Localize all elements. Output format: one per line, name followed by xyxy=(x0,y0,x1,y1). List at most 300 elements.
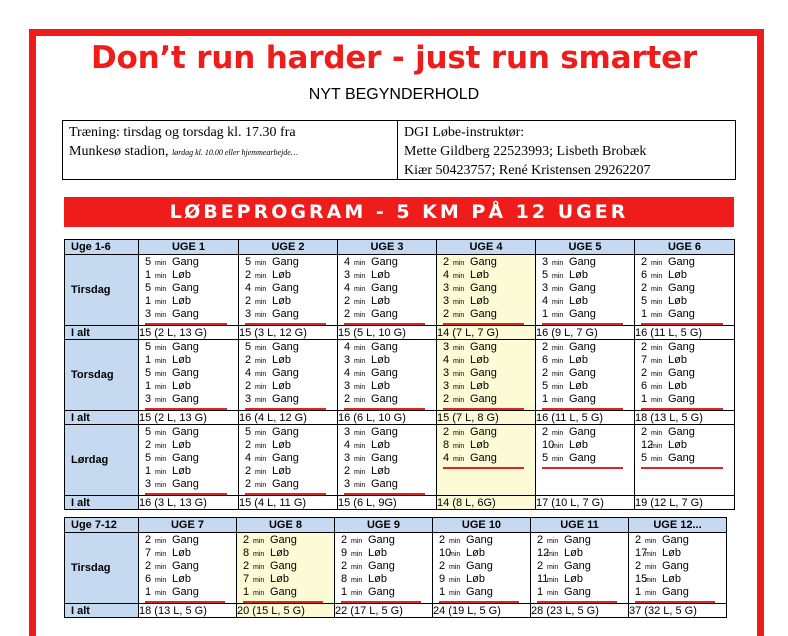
minutes: 7 xyxy=(145,547,152,559)
unit-label: min xyxy=(155,456,167,463)
workout-line xyxy=(243,573,334,586)
workout-cell xyxy=(433,533,531,604)
activity: Gang xyxy=(569,367,596,379)
unit-label: min xyxy=(253,538,265,545)
workout-cell xyxy=(338,255,437,326)
unit-label: min xyxy=(255,286,267,293)
workout-line xyxy=(145,341,238,354)
workout-cell xyxy=(335,533,433,604)
minutes: 3 xyxy=(542,282,549,294)
activity: Gang xyxy=(371,256,398,268)
workout-line xyxy=(145,367,238,380)
activity: Løb xyxy=(668,295,687,307)
workout-line xyxy=(145,586,236,599)
table1-week-5: UGE 5 xyxy=(536,240,635,255)
activity: Gang xyxy=(668,308,695,320)
activity: Løb xyxy=(470,269,489,281)
total-value: 15 (5 L, 10 G) xyxy=(338,326,437,340)
activity: Gang xyxy=(470,367,497,379)
workout-line xyxy=(542,439,634,452)
instructor-heading: DGI Løbe-instruktør: xyxy=(404,125,525,140)
minutes: 2 xyxy=(344,308,351,320)
minutes: 2 xyxy=(243,534,250,546)
activity: Gang xyxy=(272,393,299,405)
minutes: 5 xyxy=(245,256,252,268)
activity: Løb xyxy=(569,295,588,307)
activity: Gang xyxy=(272,341,299,353)
total-value: 16 (11 L, 5 G) xyxy=(635,326,735,340)
unit-label: min xyxy=(155,384,167,391)
unit-label: min xyxy=(255,397,267,404)
workout-cell xyxy=(139,340,239,411)
activity: Gang xyxy=(368,560,395,572)
workout-line xyxy=(145,282,238,295)
minutes: 2 xyxy=(641,341,648,353)
minutes: 4 xyxy=(245,367,252,379)
day-torsdag: Torsdag xyxy=(65,340,139,411)
unit-label: min xyxy=(253,590,265,597)
activity: Løb xyxy=(564,573,583,585)
unit-label: min xyxy=(552,312,564,319)
unit-label: min xyxy=(547,551,559,558)
activity: Løb xyxy=(270,547,289,559)
workout-line xyxy=(443,380,535,393)
minutes: 12 xyxy=(537,547,550,559)
minutes: 2 xyxy=(341,560,348,572)
unit-label: min xyxy=(449,577,461,584)
workout-line xyxy=(641,341,734,354)
minutes: 2 xyxy=(245,478,252,490)
workout-cell xyxy=(139,255,239,326)
workout-line xyxy=(344,426,436,439)
table2-week-6: UGE 12... xyxy=(629,518,727,533)
total-value: 15 (6 L, 9G) xyxy=(338,496,437,510)
workout-line xyxy=(145,426,238,439)
workout-line xyxy=(542,380,634,393)
training-info xyxy=(63,121,398,179)
minutes: 3 xyxy=(344,452,351,464)
activity: Løb xyxy=(569,380,588,392)
total-value: 24 (19 L, 5 G) xyxy=(433,604,531,618)
workout-line xyxy=(537,534,628,547)
minutes: 1 xyxy=(145,380,152,392)
workout-line xyxy=(641,393,734,406)
workout-line xyxy=(439,560,530,573)
total-value: 15 (3 L, 12 G) xyxy=(239,326,338,340)
unit-label: min xyxy=(645,551,657,558)
activity: Gang xyxy=(172,367,199,379)
activity: Gang xyxy=(564,534,591,546)
activity: Gang xyxy=(270,586,297,598)
activity: Løb xyxy=(569,269,588,281)
unit-label: min xyxy=(552,384,564,391)
activity: Gang xyxy=(172,256,199,268)
workout-line xyxy=(537,547,628,560)
activity: Løb xyxy=(172,269,191,281)
unit-label: min xyxy=(453,371,465,378)
workout-line xyxy=(344,308,436,321)
unit-label: min xyxy=(552,397,564,404)
minutes: 10 xyxy=(542,439,555,451)
activity: Gang xyxy=(172,341,199,353)
workout-line xyxy=(145,547,236,560)
activity: Gang xyxy=(371,341,398,353)
minutes: 5 xyxy=(145,282,152,294)
workout-line xyxy=(443,269,535,282)
minutes: 2 xyxy=(641,256,648,268)
activity: Løb xyxy=(371,465,390,477)
minutes: 4 xyxy=(542,295,549,307)
workout-line xyxy=(542,367,634,380)
minutes: 4 xyxy=(344,256,351,268)
workout-line xyxy=(245,269,337,282)
unit-label: min xyxy=(651,358,663,365)
unit-label: min xyxy=(255,312,267,319)
minutes: 3 xyxy=(245,308,252,320)
activity: Løb xyxy=(172,465,191,477)
minutes: 2 xyxy=(537,560,544,572)
workout-line xyxy=(542,341,634,354)
unit-label: min xyxy=(651,443,663,450)
unit-label: min xyxy=(354,273,366,280)
unit-label: min xyxy=(155,577,167,584)
workout-line xyxy=(443,295,535,308)
separator-line xyxy=(542,467,623,469)
unit-label: min xyxy=(155,551,167,558)
workout-line xyxy=(443,452,535,465)
unit-label: min xyxy=(547,564,559,571)
activity: Løb xyxy=(668,269,687,281)
workout-line xyxy=(245,380,337,393)
workout-line xyxy=(641,426,734,439)
minutes: 3 xyxy=(443,380,450,392)
total-value: 16 (3 L, 13 G) xyxy=(139,496,239,510)
activity: Gang xyxy=(371,367,398,379)
unit-label: min xyxy=(552,260,564,267)
activity: Gang xyxy=(272,256,299,268)
activity: Løb xyxy=(564,547,583,559)
activity: Løb xyxy=(668,380,687,392)
table2-week-1: UGE 7 xyxy=(139,518,237,533)
minutes: 1 xyxy=(635,586,642,598)
minutes: 3 xyxy=(344,478,351,490)
minutes: 5 xyxy=(145,452,152,464)
unit-label: min xyxy=(155,443,167,450)
unit-label: min xyxy=(651,397,663,404)
workout-cell xyxy=(139,533,237,604)
workout-line xyxy=(245,295,337,308)
activity: Gang xyxy=(466,586,493,598)
activity: Gang xyxy=(569,452,596,464)
table2-week-2: UGE 8 xyxy=(237,518,335,533)
program-banner: LØBEPROGRAM - 5 KM PÅ 12 UGER xyxy=(64,197,734,227)
table2-label: Uge 7-12 xyxy=(65,518,139,533)
table2-week-5: UGE 11 xyxy=(531,518,629,533)
minutes: 3 xyxy=(443,341,450,353)
total-value: 22 (17 L, 5 G) xyxy=(335,604,433,618)
workout-line xyxy=(245,452,337,465)
activity: Gang xyxy=(668,256,695,268)
minutes: 1 xyxy=(243,586,250,598)
unit-label: min xyxy=(552,299,564,306)
activity: Gang xyxy=(368,534,395,546)
workout-cell xyxy=(531,533,629,604)
workout-line xyxy=(641,439,734,452)
unit-label: min xyxy=(552,371,564,378)
unit-label: min xyxy=(453,286,465,293)
workout-line xyxy=(245,308,337,321)
activity: Gang xyxy=(564,586,591,598)
minutes: 9 xyxy=(341,547,348,559)
activity: Gang xyxy=(371,282,398,294)
total-value: 15 (2 L, 13 G) xyxy=(139,326,239,340)
unit-label: min xyxy=(552,443,564,450)
unit-label: min xyxy=(552,430,564,437)
workout-line xyxy=(443,256,535,269)
activity: Løb xyxy=(272,295,291,307)
unit-label: min xyxy=(155,286,167,293)
unit-label: min xyxy=(354,312,366,319)
minutes: 2 xyxy=(542,367,549,379)
workout-line xyxy=(145,439,238,452)
table2-week-4: UGE 10 xyxy=(433,518,531,533)
activity: Gang xyxy=(662,586,689,598)
workout-cell xyxy=(338,425,437,496)
activity: Gang xyxy=(466,534,493,546)
day-lørdag: Lørdag xyxy=(65,425,139,496)
minutes: 5 xyxy=(245,426,252,438)
activity: Gang xyxy=(569,426,596,438)
minutes: 2 xyxy=(145,439,152,451)
workout-line xyxy=(641,367,734,380)
table1-week-4: UGE 4 xyxy=(437,240,536,255)
minutes: 3 xyxy=(344,354,351,366)
unit-label: min xyxy=(354,397,366,404)
unit-label: min xyxy=(449,538,461,545)
workout-line xyxy=(344,380,436,393)
workout-line xyxy=(542,426,634,439)
workout-line xyxy=(542,269,634,282)
unit-label: min xyxy=(453,384,465,391)
instructor-info xyxy=(398,121,735,179)
workout-line xyxy=(245,256,337,269)
page-subtitle: NYT BEGYNDERHOLD xyxy=(308,86,480,103)
minutes: 7 xyxy=(641,354,648,366)
unit-label: min xyxy=(351,538,363,545)
workout-line xyxy=(344,295,436,308)
unit-label: min xyxy=(354,384,366,391)
minutes: 2 xyxy=(443,426,450,438)
activity: Gang xyxy=(466,560,493,572)
minutes: 2 xyxy=(641,367,648,379)
minutes: 1 xyxy=(641,308,648,320)
unit-label: min xyxy=(453,397,465,404)
workout-line xyxy=(344,478,436,491)
workout-line xyxy=(641,380,734,393)
activity: Gang xyxy=(371,308,398,320)
minutes: 2 xyxy=(635,560,642,572)
unit-label: min xyxy=(255,482,267,489)
workout-cell xyxy=(237,533,335,604)
workout-line xyxy=(145,354,238,367)
activity: Gang xyxy=(272,452,299,464)
workout-line xyxy=(145,256,238,269)
minutes: 2 xyxy=(542,426,549,438)
minutes: 4 xyxy=(443,354,450,366)
total-value: 19 (12 L, 7 G) xyxy=(635,496,735,510)
unit-label: min xyxy=(645,564,657,571)
activity: Gang xyxy=(569,308,596,320)
workout-line xyxy=(542,354,634,367)
minutes: 2 xyxy=(245,380,252,392)
activity: Løb xyxy=(470,295,489,307)
unit-label: min xyxy=(453,430,465,437)
minutes: 6 xyxy=(641,269,648,281)
program-table-weeks-7-12 xyxy=(64,517,727,618)
unit-label: min xyxy=(645,590,657,597)
table1-week-2: UGE 2 xyxy=(239,240,338,255)
unit-label: min xyxy=(155,564,167,571)
workout-line xyxy=(245,439,337,452)
activity: Gang xyxy=(172,478,199,490)
minutes: 9 xyxy=(439,573,446,585)
minutes: 2 xyxy=(245,354,252,366)
workout-line xyxy=(245,393,337,406)
minutes: 3 xyxy=(443,295,450,307)
unit-label: min xyxy=(651,273,663,280)
workout-line xyxy=(443,393,535,406)
activity: Gang xyxy=(668,393,695,405)
total-label: I alt xyxy=(65,411,139,425)
minutes: 15 xyxy=(635,573,648,585)
workout-line xyxy=(344,269,436,282)
unit-label: min xyxy=(253,564,265,571)
activity: Løb xyxy=(466,573,485,585)
minutes: 7 xyxy=(243,573,250,585)
activity: Gang xyxy=(668,452,695,464)
minutes: 10 xyxy=(439,547,452,559)
total-value: 18 (13 L, 5 G) xyxy=(139,604,237,618)
minutes: 3 xyxy=(245,393,252,405)
unit-label: min xyxy=(155,273,167,280)
workout-line xyxy=(341,573,432,586)
table1-label: Uge 1-6 xyxy=(65,240,139,255)
total-label: I alt xyxy=(65,496,139,510)
workout-line xyxy=(439,547,530,560)
total-value: 37 (32 L, 5 G) xyxy=(629,604,727,618)
unit-label: min xyxy=(552,286,564,293)
unit-label: min xyxy=(651,286,663,293)
minutes: 2 xyxy=(443,308,450,320)
activity: Løb xyxy=(662,547,681,559)
total-value: 14 (8 L, 6G) xyxy=(437,496,536,510)
activity: Gang xyxy=(668,426,695,438)
workout-cell xyxy=(536,255,635,326)
training-location: Munkesø stadion, xyxy=(69,144,169,159)
minutes: 2 xyxy=(145,560,152,572)
minutes: 1 xyxy=(439,586,446,598)
unit-label: min xyxy=(453,345,465,352)
total-value: 15 (4 L, 11 G) xyxy=(239,496,338,510)
activity: Gang xyxy=(172,534,199,546)
activity: Gang xyxy=(371,426,398,438)
unit-label: min xyxy=(449,564,461,571)
instructor-line-2: Kiær 50423757; René Kristensen 29262207 xyxy=(404,163,651,178)
workout-line xyxy=(344,282,436,295)
workout-line xyxy=(443,308,535,321)
unit-label: min xyxy=(453,312,465,319)
minutes: 8 xyxy=(341,573,348,585)
separator-line xyxy=(641,467,723,469)
unit-label: min xyxy=(354,443,366,450)
minutes: 2 xyxy=(641,282,648,294)
workout-cell xyxy=(338,340,437,411)
activity: Gang xyxy=(172,586,199,598)
total-label: I alt xyxy=(65,604,139,618)
activity: Løb xyxy=(272,439,291,451)
minutes: 2 xyxy=(439,534,446,546)
unit-label: min xyxy=(354,469,366,476)
total-value: 17 (10 L, 7 G) xyxy=(536,496,635,510)
activity: Gang xyxy=(668,367,695,379)
workout-cell xyxy=(437,340,536,411)
unit-label: min xyxy=(651,371,663,378)
workout-line xyxy=(443,354,535,367)
minutes: 3 xyxy=(145,393,152,405)
workout-line xyxy=(439,573,530,586)
minutes: 5 xyxy=(145,256,152,268)
instructor-line-1: Mette Gildberg 22523993; Lisbeth Brobæk xyxy=(404,144,647,159)
activity: Gang xyxy=(662,560,689,572)
activity: Løb xyxy=(470,354,489,366)
table1-week-3: UGE 3 xyxy=(338,240,437,255)
activity: Løb xyxy=(172,439,191,451)
activity: Løb xyxy=(172,354,191,366)
unit-label: min xyxy=(155,590,167,597)
activity: Løb xyxy=(272,269,291,281)
workout-cell xyxy=(536,340,635,411)
unit-label: min xyxy=(155,299,167,306)
total-label: I alt xyxy=(65,326,139,340)
total-value: 16 (9 L, 7 G) xyxy=(536,326,635,340)
workout-line xyxy=(245,478,337,491)
workout-line xyxy=(243,586,334,599)
unit-label: min xyxy=(255,456,267,463)
unit-label: min xyxy=(651,430,663,437)
minutes: 2 xyxy=(245,295,252,307)
page-title: Don’t run harder - just run smarter xyxy=(90,40,697,76)
activity: Gang xyxy=(470,393,497,405)
workout-line xyxy=(344,256,436,269)
minutes: 3 xyxy=(542,256,549,268)
unit-label: min xyxy=(155,345,167,352)
activity: Løb xyxy=(172,547,191,559)
workout-cell xyxy=(635,340,735,411)
minutes: 2 xyxy=(245,269,252,281)
activity: Løb xyxy=(272,354,291,366)
unit-label: min xyxy=(155,397,167,404)
minutes: 5 xyxy=(145,367,152,379)
unit-label: min xyxy=(354,430,366,437)
minutes: 2 xyxy=(542,341,549,353)
workout-line xyxy=(145,452,238,465)
workout-cell xyxy=(635,425,735,496)
unit-label: min xyxy=(453,443,465,450)
unit-label: min xyxy=(651,260,663,267)
total-value: 20 (15 L, 5 G) xyxy=(237,604,335,618)
workout-line xyxy=(542,282,634,295)
activity: Løb xyxy=(466,547,485,559)
